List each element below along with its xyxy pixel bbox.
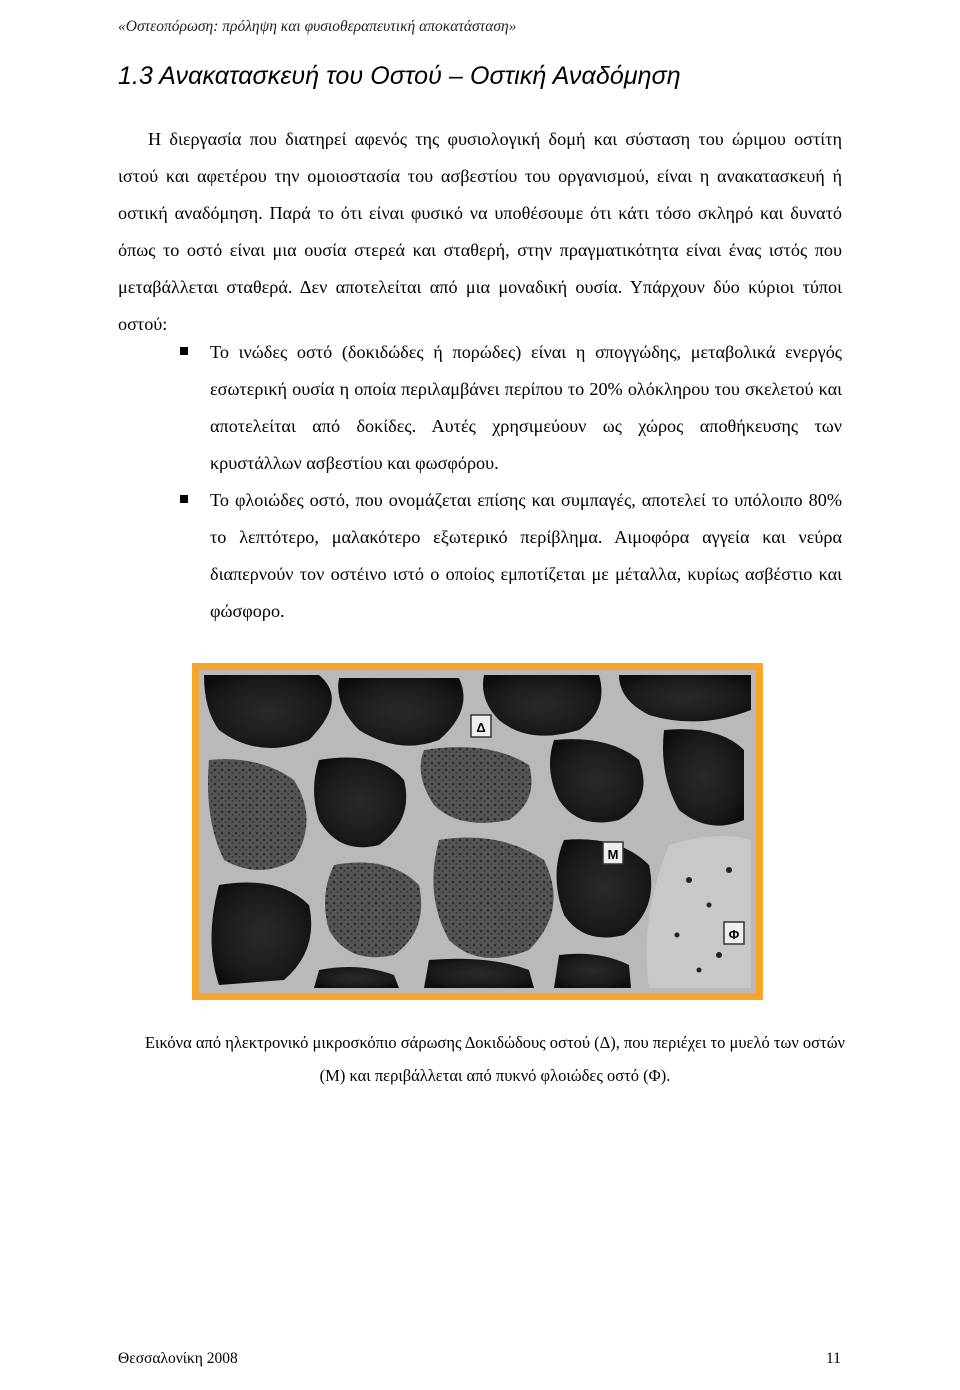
footer-place-year: Θεσσαλονίκη 2008 xyxy=(118,1350,238,1367)
label-cortical: Φ xyxy=(728,927,740,942)
intro-paragraph: Η διεργασία που διατηρεί αφενός της φυσιολογική δομή και σύσταση του ώριμου οστίτη ιστού και αφετέρου την ομοιοστασία του ασβεστίου του οργανισμού, είναι η ανακατασκευή ή οστική αναδόμηση. Παρά το ότι είναι φυσικό να υποθέσουμε ότι κάτι τόσο σκληρό και δυνατό όπως το οστό είναι μια ουσία στερεά και σταθερή, στην πραγματικότητα είναι ένας ιστός που μεταβάλλεται σταθερά. Δεν αποτελείται από μια μοναδική ουσία. Υπάρχουν δύο κύριοι τύποι οστού: xyxy=(118,129,842,334)
square-bullet-icon xyxy=(180,347,188,355)
sem-figure xyxy=(192,663,763,1000)
list-item-text: Το ινώδες οστό (δοκιδώδες ή πορώδες) είναι η σπογγώδης, μεταβολικά ενεργός εσωτερική ουσία η οποία περιλαμβάνει περίπου το 20% ολόκληρου του σκελετού και αποτελείται από δοκίδες. Αυτές χρησιμεύουν ως χώρος αποθήκευσης των κρυστάλλων ασβεστίου και φωσφόρου. xyxy=(210,342,842,473)
page-number: 11 xyxy=(826,1350,841,1367)
bone-micrograph xyxy=(199,670,756,993)
list-item xyxy=(118,482,842,630)
label-trabecular: Δ xyxy=(476,720,486,735)
label-marrow: M xyxy=(607,847,619,862)
running-header: «Οστεοπόρωση: πρόληψη και φυσιοθεραπευτική αποκατάσταση» xyxy=(118,18,517,35)
bone-types-list xyxy=(118,334,842,630)
square-bullet-icon xyxy=(180,495,188,503)
figure-caption: Εικόνα από ηλεκτρονικό μικροσκόπιο σάρωσης Δοκιδώδους οστού (Δ), που περιέχει το μυελό των οστών (M) και περιβάλλεται από πυκνό φλοιώδες οστό (Φ). xyxy=(144,1033,846,1085)
section-heading: 1.3 Ανακατασκευή του Οστού – Οστική Αναδόμηση xyxy=(118,62,681,90)
list-item xyxy=(118,334,842,482)
list-item-text: Το φλοιώδες οστό, που ονομάζεται επίσης και συμπαγές, αποτελεί το υπόλοιπο 80% το λεπτότερο, μαλακότερο εξωτερικό περίβλημα. Αιμοφόρα αγγεία και νεύρα διαπερνούν τον οστέινο ιστό ο οποίος εμποτίζεται με μέταλλα, κυρίως ασβέστιο και φώσφορο. xyxy=(210,490,842,621)
